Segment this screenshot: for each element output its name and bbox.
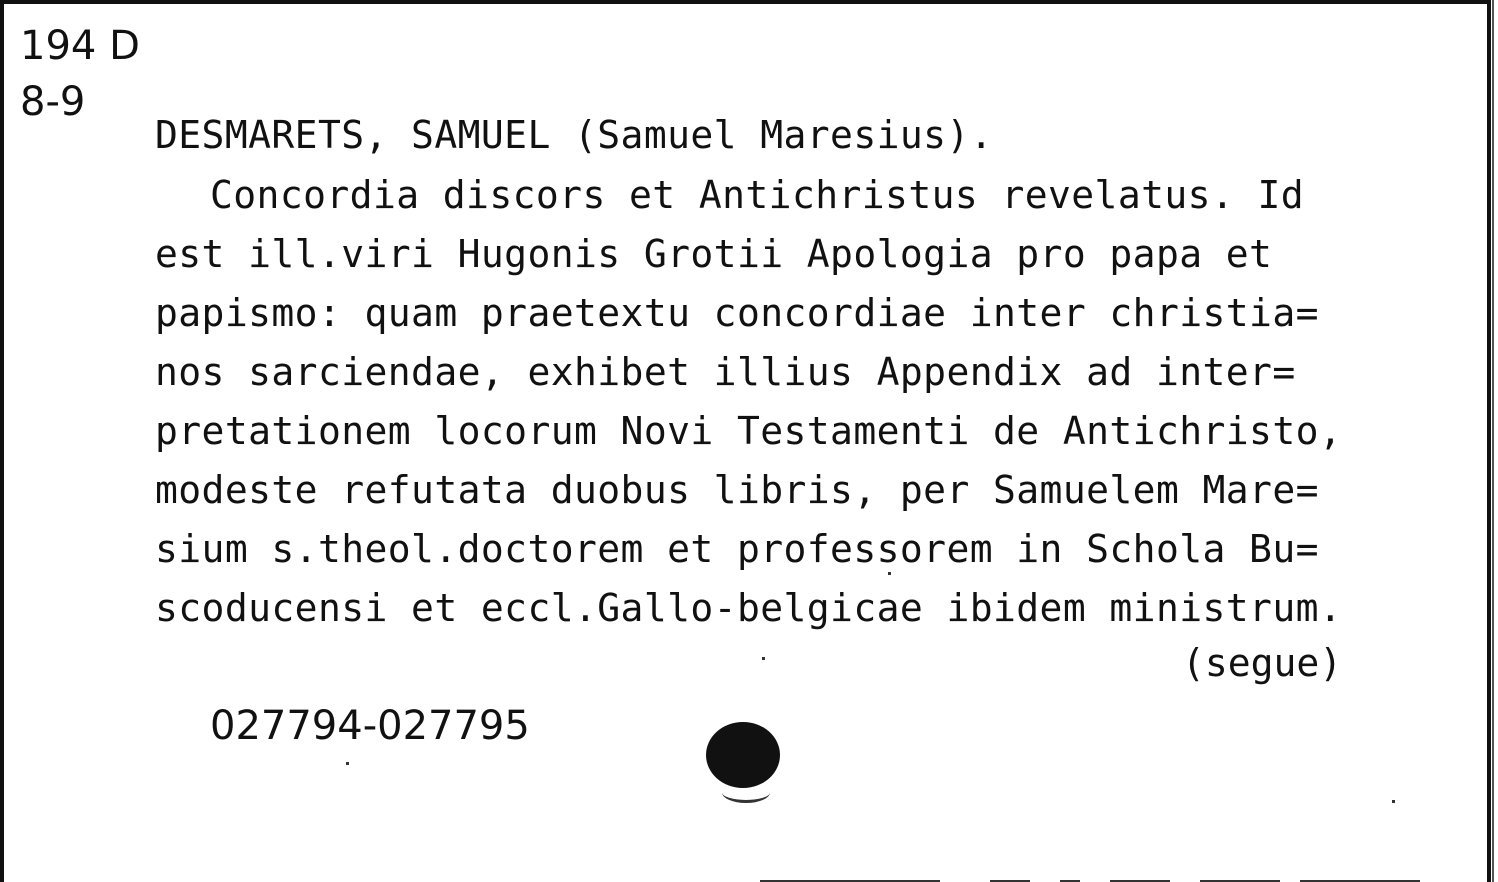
ink-speck bbox=[888, 572, 891, 575]
call-number-line-2: 8-9 bbox=[20, 79, 86, 125]
title-line-4: nos sarciendae, exhibet illius Appendix ad inter= bbox=[155, 350, 1296, 394]
title-line-8: scoducensi et eccl.Gallo-belgicae ibidem ministrum. bbox=[155, 586, 1343, 630]
title-line-1: Concordia discors et Antichristus revelatus. Id bbox=[210, 173, 1305, 217]
ink-speck bbox=[346, 762, 349, 765]
call-number-line-1: 194 D bbox=[20, 23, 140, 69]
ink-speck bbox=[762, 657, 765, 660]
title-line-5: pretationem locorum Novi Testamenti de Antichristo, bbox=[155, 409, 1343, 453]
punch-hole bbox=[706, 722, 780, 788]
card-border-top bbox=[0, 0, 1490, 4]
continuation-note: (segue) bbox=[1182, 641, 1343, 685]
accession-number: 027794-027795 bbox=[210, 703, 530, 749]
title-line-3: papismo: quam praetextu concordiae inter christia= bbox=[155, 291, 1319, 335]
title-line-2: est ill.viri Hugonis Grotii Apologia pro papa et bbox=[155, 232, 1273, 276]
card-border-left bbox=[0, 0, 4, 882]
punch-hole-shadow bbox=[722, 782, 770, 803]
card-border-right-shadow bbox=[1492, 0, 1494, 882]
author-heading: DESMARETS, SAMUEL (Samuel Maresius). bbox=[155, 113, 994, 157]
card-border-right bbox=[1487, 0, 1491, 882]
title-line-6: modeste refutata duobus libris, per Samuelem Mare= bbox=[155, 468, 1319, 512]
title-line-7: sium s.theol.doctorem et professorem in Schola Bu= bbox=[155, 527, 1319, 571]
ink-speck bbox=[1392, 800, 1395, 803]
